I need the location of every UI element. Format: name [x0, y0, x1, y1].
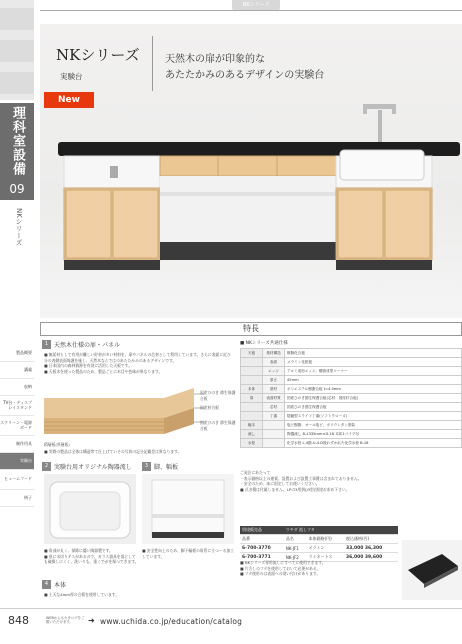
feature-1-bullet: ■ 日本国内の森林資源を有効に活用した天板です。: [44, 363, 133, 368]
spec-sub: エッジ: [263, 367, 285, 376]
hero-divider: [152, 36, 153, 91]
sidebar-item-storage[interactable]: 収納: [0, 379, 34, 396]
spec-sub: 厚さ: [263, 376, 285, 385]
spec-value: 化学水栓 L-4節-U-4.D後わずかれた化学水栓 B-16: [285, 439, 462, 448]
sidebar-item-lab-table[interactable]: 実験台: [0, 453, 34, 470]
leg-photo: [142, 474, 234, 544]
spec-value: 45mm: [285, 376, 462, 385]
callout-surface: 国産ひのき 節生保護合板: [200, 390, 236, 401]
sidebar-menu: [0, 345, 34, 507]
feature-4-heading: [42, 580, 66, 589]
sidebar-item-overview[interactable]: 製品概要: [0, 345, 34, 362]
spec-row: [241, 376, 462, 385]
sidebar-category-title: 理科室設備: [0, 103, 34, 178]
sidebar-item-tools[interactable]: 制作用具: [0, 436, 34, 453]
feature-3-bullets: [142, 548, 236, 559]
product-subtitle: 実験台: [60, 72, 83, 81]
spec-group: 天板: [241, 349, 263, 358]
spec-group: 扉: [241, 394, 263, 403]
spec-row: [241, 367, 462, 376]
option-price: 33,000 36,300: [344, 544, 398, 553]
spec-value: 国産ひのき節生保護合板: [285, 403, 462, 412]
catch-copy-line1: 天然木の扉が印象的な: [165, 54, 265, 65]
feature-2-title: 実験台用オリジナル陶器流し: [54, 464, 132, 471]
spec-row: [241, 430, 462, 439]
feature-1-bullets: [44, 352, 234, 374]
options-label: 別途販売品: [240, 526, 284, 535]
option-price: 36,000 39,600: [344, 553, 398, 562]
spec-group: [241, 412, 263, 421]
arrow-right-icon: ➜: [88, 616, 95, 625]
feature-3-number: 3: [142, 462, 151, 471]
new-badge: New: [44, 92, 94, 108]
sidebar-item-fume-hood[interactable]: ヒュームフード: [0, 470, 34, 490]
catch-copy-line2: あたたかみのあるデザインの実験台: [165, 70, 325, 81]
feature-2-bullet: ■ 角部が丸く、掃除に優い陶器製です。: [44, 548, 113, 553]
catalog-url-link[interactable]: www.uchida.co.jp/education/catalog: [100, 617, 243, 626]
page-number: 848: [8, 614, 29, 627]
spec-value: メラミン化粧板: [285, 358, 462, 367]
spec-group: 流し: [241, 430, 263, 439]
spec-group: 本体: [241, 385, 263, 394]
spec-row: [241, 403, 462, 412]
spec-sub: 丁番: [263, 412, 285, 421]
spec-note: ・表示価格以上の運賃、設置および設置工事費は含まれておりません。: [240, 475, 362, 481]
spec-notes: [240, 470, 462, 492]
section-tab: NKシリーズ: [232, 0, 280, 10]
spec-sub: 基材: [263, 385, 285, 394]
spec-sub: [263, 430, 285, 439]
spec-value: アルミ成形エッジ、樹脂成型コーナー: [285, 367, 462, 376]
callout-back: 国産ひのき 節生保護合板: [200, 420, 236, 431]
col-tax-price: 税込価格(円): [344, 535, 398, 544]
feature-2-number: 2: [42, 462, 51, 471]
feature-3-heading: [142, 462, 178, 471]
feature-1-bullet: ■ 天板木を使った製品のため、製品ごとに木目や色味が異なります。: [44, 368, 163, 374]
option-name: NK-JF1: [284, 544, 307, 553]
spec-value: ポリエステル樹脂合板 t=4.0mm: [285, 385, 462, 394]
feature-4-bullet: ■ 土天な4mm厚の合板を使用しています。: [44, 592, 120, 597]
spec-sub: [263, 421, 285, 430]
option-code: 6-700-3770: [240, 544, 284, 553]
spec-group: 水栓: [241, 439, 263, 448]
spec-row: [241, 412, 462, 421]
feature-2-bullet: ■ 底に水切りテスがあるので、ガラス器具を落としても破損しにくく、洗いりも、重くでがを保つできます。: [44, 553, 139, 564]
features-heading: 特長: [40, 322, 462, 336]
spec-value: 隠蔽型スライド丁番(ソフトクローズ): [285, 412, 462, 421]
spec-title: ■ NKシリーズ共通仕様: [240, 341, 288, 346]
footer-divider: [0, 608, 462, 609]
spec-value: 樹脂化合板: [285, 349, 462, 358]
option-type: ラミネートス: [307, 553, 344, 562]
sink-cover-photo: [402, 540, 462, 600]
option-name: NK-JF2: [284, 553, 307, 562]
callout-core: 国産杉合板: [200, 405, 219, 410]
spec-group: [241, 403, 263, 412]
feature-3-bullet: ■ 安全性向上のため、脚下幅板の角管に立つーる加工しています。: [142, 548, 234, 559]
spec-note: ご発注にあたって: [240, 470, 271, 475]
spec-sub: 表面材質: [263, 394, 285, 403]
sidebar-item-screen[interactable]: スクリーン・電源ボード: [0, 416, 34, 436]
spec-value: 塩ビ樹脂、オール塩ビ、ポリウレタン塗装: [285, 421, 462, 430]
spec-value: 国産ひのき節生保護合板(芯材：国産杉合板): [285, 394, 462, 403]
spec-row: [241, 385, 462, 394]
spec-note: ・安全のため、床に固定してお使いください。: [240, 481, 320, 486]
feature-4-number: 4: [42, 580, 51, 589]
option-type: メラミン: [307, 544, 344, 553]
spec-sub: 芯材: [263, 403, 285, 412]
feature-1-heading: [42, 340, 120, 349]
spec-group: [241, 358, 263, 367]
feature-4-title: 本体: [54, 582, 67, 589]
col-code: 品番: [240, 535, 284, 544]
spec-value: 陶器流し B-1335mm×D-18 本体1パイプ付: [285, 430, 462, 439]
spec-row: [241, 439, 462, 448]
spec-group: [241, 376, 263, 385]
spec-sub: 表面: [263, 358, 285, 367]
option-row: [240, 544, 398, 553]
spec-sub: 基材構造: [263, 349, 285, 358]
plywood-caption: 積層板(厚層板): [44, 442, 70, 447]
spec-note: ■ 式ガ積は付属しません。LPの3用供(J3型)別途お求め下さい。: [240, 486, 350, 492]
spec-sub: [263, 439, 285, 448]
spec-row: [241, 358, 462, 367]
col-price: 本体価格(円): [307, 535, 344, 544]
col-name: 品名: [284, 535, 307, 544]
options-note: ■ フタ使用のは表面への効い付けがあります。: [240, 571, 321, 576]
feature-2-heading: [42, 462, 132, 471]
sink-photo: [44, 474, 136, 544]
options-note: ■ NKシリーズ専用流しにすべてに使用できます。: [240, 560, 326, 565]
top-divider: [40, 10, 462, 11]
footer-note: WEBからもカタログをご覧いただけます。: [46, 616, 85, 625]
sidebar-item-chair[interactable]: 椅子: [0, 490, 34, 507]
options-table: [240, 526, 398, 562]
spec-table: [240, 348, 462, 448]
sidebar-decoration: [0, 0, 34, 100]
feature-3-title: 脚、幅板: [154, 464, 179, 471]
sidebar-item-tv-stand[interactable]: TV台・ディスプレイスタンド: [0, 396, 34, 416]
feature-2-bullets: [44, 548, 139, 565]
spec-row: [241, 421, 462, 430]
options-note: ■ 片方しのフタを使用しておいて必要がある。: [240, 565, 321, 571]
plywood-note: ■ 実際の製品は全体は構造等て仕上げていその写真の記分記載差は異なります。: [44, 449, 182, 454]
options-product: ウチダ 流しフタ: [284, 526, 398, 535]
feature-1-title: 天然木仕様の扉・パネル: [54, 342, 121, 349]
spec-row: [241, 349, 462, 358]
feature-1-bullet: ■ 無垢材として有用が難しい貯材が多い材料を、扉やパネルの芯材として利用しています。さらに表面に近ひ分の表側表面保護を施し、天然木ならではのあたたかみのあるデザインです。: [44, 352, 231, 363]
sidebar-series-label: NKシリーズ: [15, 208, 23, 246]
sidebar-item-lecture[interactable]: 講義: [0, 362, 34, 379]
product-title: NKシリーズ: [56, 46, 140, 64]
spec-group: [241, 367, 263, 376]
options-notes: [240, 560, 360, 577]
spec-group: 幅木: [241, 421, 263, 430]
sidebar-category-number: 09: [0, 178, 34, 200]
spec-row: [241, 394, 462, 403]
option-code: 6-700-3771: [240, 553, 284, 562]
feature-1-number: 1: [42, 340, 51, 349]
